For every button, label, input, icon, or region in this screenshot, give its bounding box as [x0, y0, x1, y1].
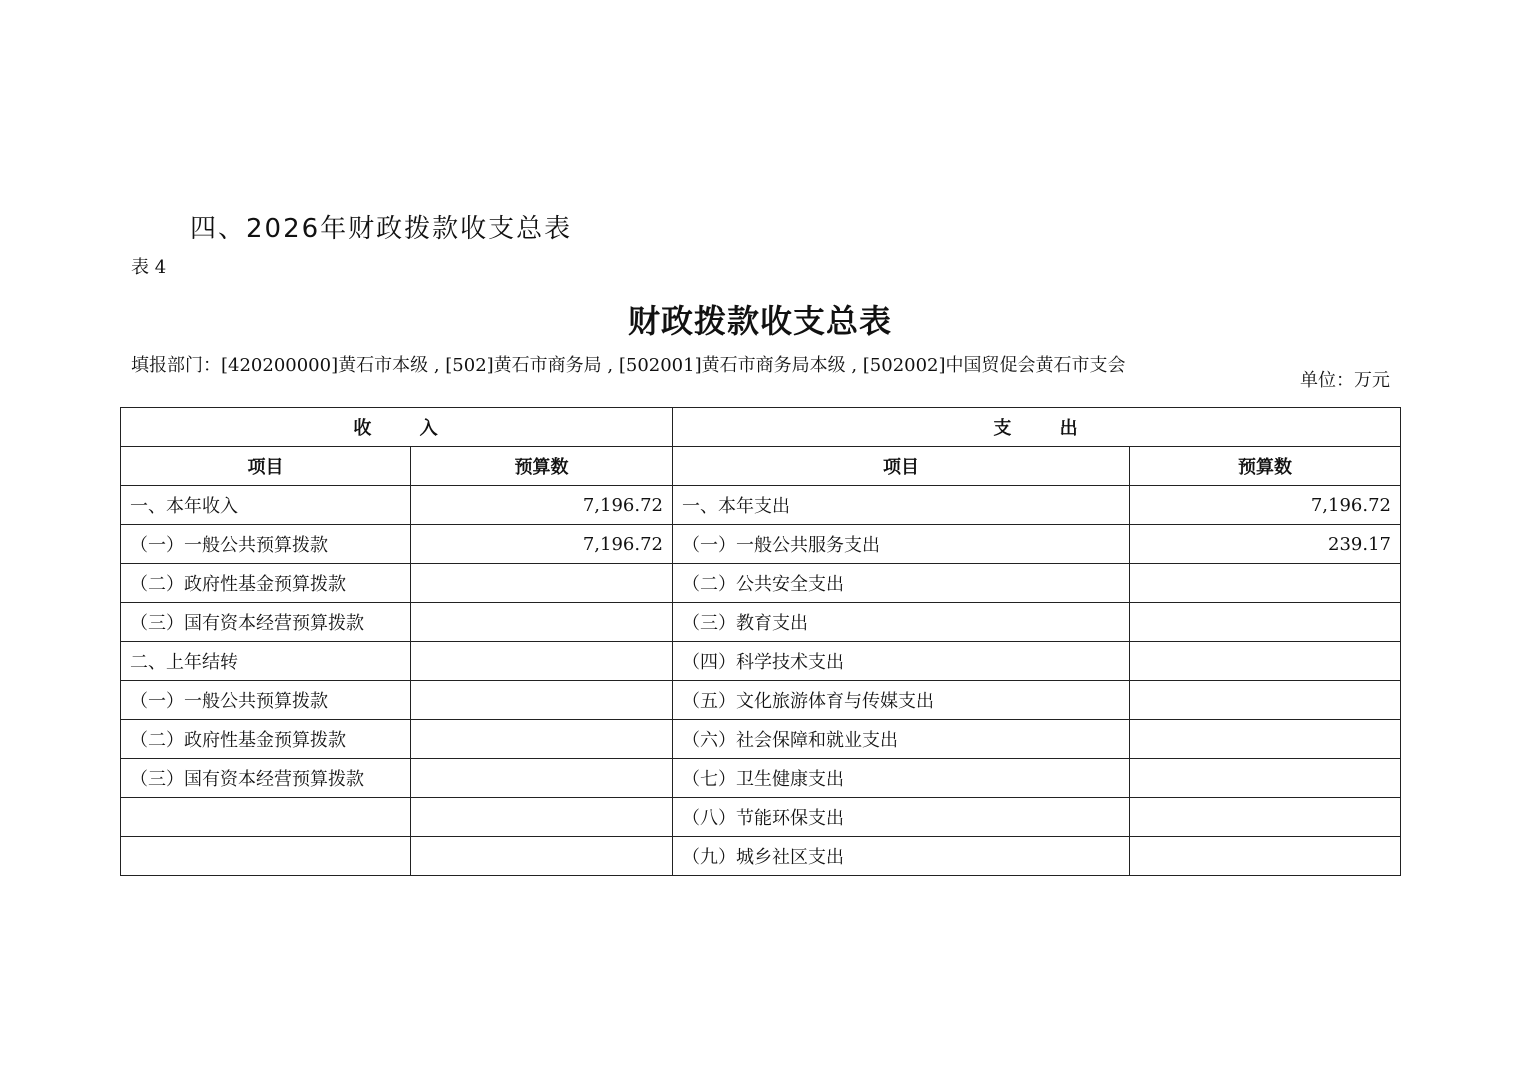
table-row — [121, 837, 1401, 876]
income-amount — [411, 681, 673, 720]
income-item: （三）国有资本经营预算拨款 — [121, 603, 411, 642]
income-amount — [411, 837, 673, 876]
income-header: 收 入 — [121, 408, 673, 447]
expense-amount: 7,196.72 — [1130, 486, 1401, 525]
income-item: （一）一般公共预算拨款 — [121, 681, 411, 720]
department-label: 填报部门：[420200000]黄石市本级 , [502]黄石市商务局 , [502001]黄石市商务局本级 , [502002]中国贸促会黄石市支会 — [131, 355, 1126, 376]
expense-item: 一、本年支出 — [673, 486, 1130, 525]
income-amount: 7,196.72 — [411, 486, 673, 525]
income-item: （二）政府性基金预算拨款 — [121, 720, 411, 759]
expense-item: （三）教育支出 — [673, 603, 1130, 642]
expense-item: （九）城乡社区支出 — [673, 837, 1130, 876]
table-row — [121, 642, 1401, 681]
income-item — [121, 798, 411, 837]
expense-amount — [1130, 798, 1401, 837]
expense-item: （七）卫生健康支出 — [673, 759, 1130, 798]
expense-amount — [1130, 603, 1401, 642]
table-row — [121, 525, 1401, 564]
expense-amount — [1130, 642, 1401, 681]
income-item: 一、本年收入 — [121, 486, 411, 525]
expense-budget-header: 预算数 — [1130, 447, 1401, 486]
table-row — [121, 603, 1401, 642]
expense-item-header: 项目 — [673, 447, 1130, 486]
table-row — [121, 720, 1401, 759]
income-item — [121, 837, 411, 876]
income-amount — [411, 798, 673, 837]
expense-amount — [1130, 564, 1401, 603]
expense-header: 支 出 — [673, 408, 1401, 447]
expense-item: （四）科学技术支出 — [673, 642, 1130, 681]
expense-item: （八）节能环保支出 — [673, 798, 1130, 837]
table-number: 表 4 — [131, 257, 167, 278]
table-row — [121, 486, 1401, 525]
expense-amount — [1130, 837, 1401, 876]
income-amount — [411, 759, 673, 798]
income-amount — [411, 603, 673, 642]
income-item: （三）国有资本经营预算拨款 — [121, 759, 411, 798]
expense-item: （二）公共安全支出 — [673, 564, 1130, 603]
income-item-header: 项目 — [121, 447, 411, 486]
income-amount — [411, 720, 673, 759]
section-heading: 四、2026年财政拨款收支总表 — [190, 214, 573, 244]
income-amount — [411, 642, 673, 681]
budget-table — [120, 407, 1401, 876]
expense-amount: 239.17 — [1130, 525, 1401, 564]
column-header-row — [121, 447, 1401, 486]
page-title: 财政拨款收支总表 — [627, 302, 892, 340]
table-row — [121, 759, 1401, 798]
income-budget-header: 预算数 — [411, 447, 673, 486]
expense-amount — [1130, 720, 1401, 759]
table-row — [121, 681, 1401, 720]
expense-item: （六）社会保障和就业支出 — [673, 720, 1130, 759]
expense-amount — [1130, 759, 1401, 798]
table-row — [121, 564, 1401, 603]
expense-item: （一）一般公共服务支出 — [673, 525, 1130, 564]
income-amount: 7,196.72 — [411, 525, 673, 564]
expense-item: （五）文化旅游体育与传媒支出 — [673, 681, 1130, 720]
income-amount — [411, 564, 673, 603]
income-item: （二）政府性基金预算拨款 — [121, 564, 411, 603]
table-row — [121, 798, 1401, 837]
group-header-row — [121, 408, 1401, 447]
unit-label: 单位：万元 — [1300, 370, 1390, 391]
income-item: （一）一般公共预算拨款 — [121, 525, 411, 564]
income-item: 二、上年结转 — [121, 642, 411, 681]
expense-amount — [1130, 681, 1401, 720]
